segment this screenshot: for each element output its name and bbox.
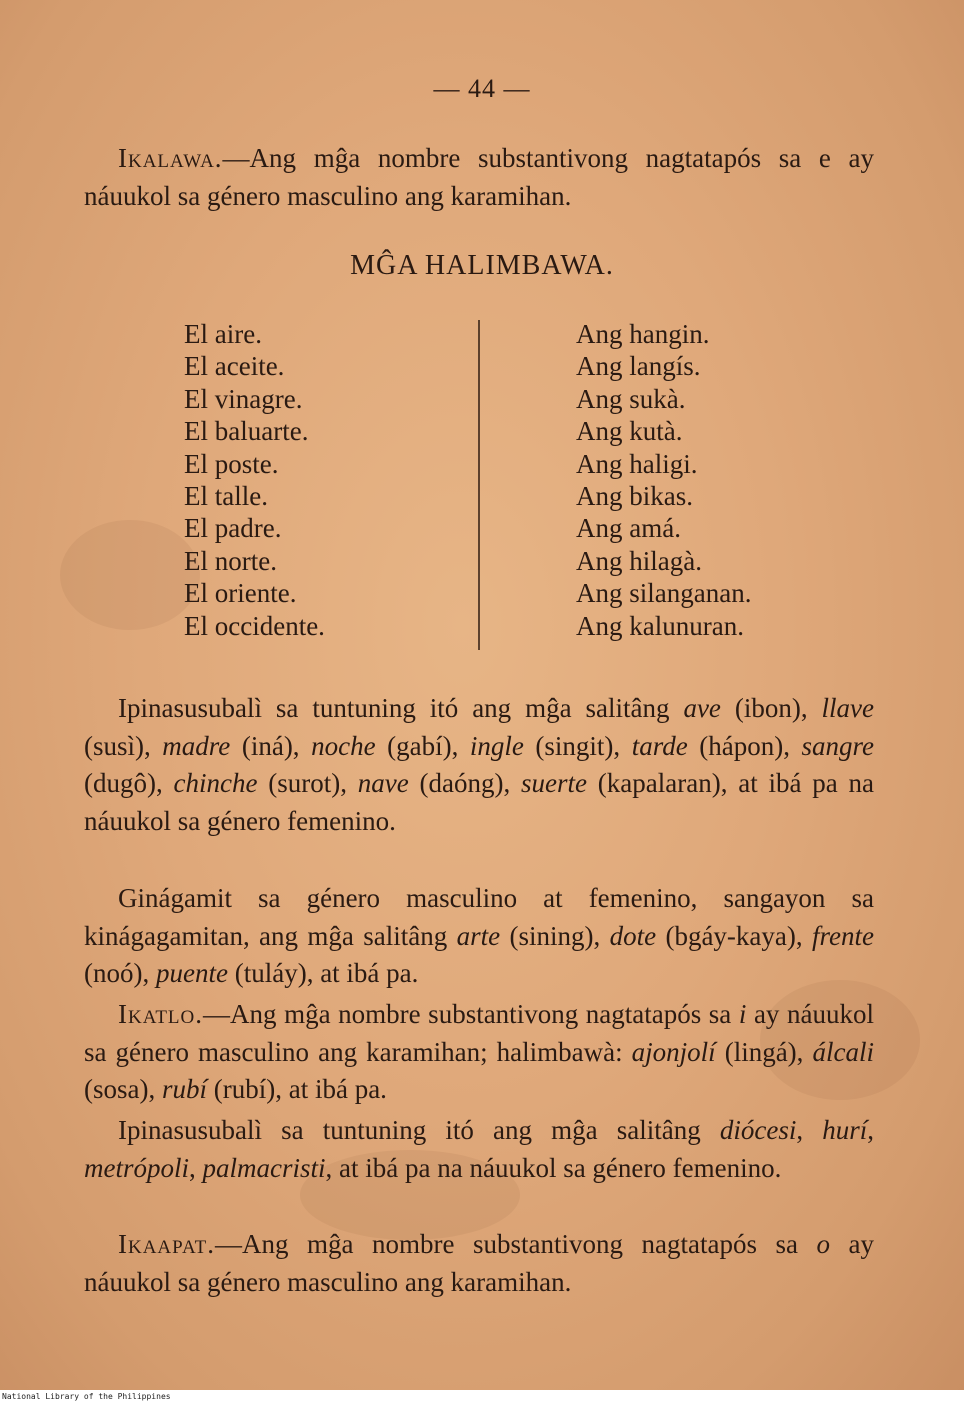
section-label: Ikatlo. xyxy=(118,999,204,1029)
tagalog-example: Ang langís. xyxy=(576,351,701,382)
spanish-word: rubí xyxy=(161,1074,207,1104)
exception-paragraph xyxy=(84,690,874,840)
tagalog-example: Ang haligi. xyxy=(576,448,698,479)
text-run: (sining), xyxy=(500,920,610,951)
text-run: , at ibá pa na náuukol sa género femenino. xyxy=(325,1152,782,1183)
spanish-word: suerte xyxy=(521,768,587,798)
spanish-word: sangre xyxy=(801,730,875,761)
spanish-word: hurí xyxy=(822,1115,868,1145)
common-gender-paragraph xyxy=(84,880,874,993)
tagalog-example: Ang sukà. xyxy=(576,383,686,414)
spanish-example: El baluarte. xyxy=(184,416,309,447)
spanish-example: El aceite. xyxy=(184,351,285,382)
examples-heading: MĜA HALIMBAWA. xyxy=(350,250,614,281)
spanish-word: palmacristi xyxy=(202,1152,326,1183)
text-run: , xyxy=(796,1115,823,1145)
text-run: (surot), xyxy=(257,768,358,798)
spanish-word: i xyxy=(738,999,747,1029)
spanish-word: puente xyxy=(155,958,228,988)
tagalog-example: Ang hangin. xyxy=(576,319,710,349)
spanish-word: dote xyxy=(609,920,657,951)
spanish-example: El padre. xyxy=(184,513,282,544)
spanish-word: álcali xyxy=(812,1036,874,1067)
spanish-example: El occidente. xyxy=(184,610,325,641)
text-run: Ginágamit sa género masculino at femenino, sangayon sa kinágagamitan, ang mĝa salitâng xyxy=(84,883,874,951)
text-run: Ipinasusubalì sa tuntuning itó ang mĝa salitâng xyxy=(118,1115,720,1145)
text-run: —Ang mĝa nombre substantivong nagtatapós sa xyxy=(203,999,739,1029)
spanish-example: El vinagre. xyxy=(184,383,303,414)
text-run: (sosa), xyxy=(84,1074,162,1104)
spanish-word: madre xyxy=(162,730,231,761)
intro-text: —Ang mĝa nombre substantivong nagtatapós sa e ay náuukol sa género masculino ang karamihan. xyxy=(84,143,874,211)
tagalog-example: Ang bikas. xyxy=(576,481,693,512)
tagalog-example: Ang silanganan. xyxy=(576,578,752,609)
exception2-paragraph xyxy=(84,1112,874,1187)
paper-stain xyxy=(60,520,200,630)
text-run: (singit), xyxy=(523,730,632,761)
spanish-word: ingle xyxy=(469,730,524,761)
text-run: , xyxy=(189,1152,203,1183)
page-number: — 44 — xyxy=(433,74,531,103)
spanish-word: o xyxy=(816,1229,830,1259)
spanish-example: El talle. xyxy=(184,481,268,512)
spanish-example: El aire. xyxy=(184,319,262,349)
text-run: (lingá), xyxy=(715,1036,813,1067)
intro-paragraph xyxy=(84,140,874,215)
text-run: ay náuukol sa género masculino ang karamihan; halimbawà: xyxy=(84,999,874,1067)
text-run: (ibon), xyxy=(720,693,822,723)
text-run: (gabí), xyxy=(375,730,470,761)
tagalog-example: Ang hilagà. xyxy=(576,545,702,576)
section-label: Ikalawa. xyxy=(118,143,223,173)
text-run: (susì), xyxy=(84,730,163,761)
text-run: (hápon), xyxy=(687,730,802,761)
spanish-word: llave xyxy=(821,693,875,723)
scan-credit: National Library of the Philippines xyxy=(2,1392,171,1401)
text-run: Ipinasusubalì sa tuntuning itó ang mĝa salitâng xyxy=(118,693,684,723)
text-run: (daóng), xyxy=(408,768,522,798)
spanish-word: frente xyxy=(812,920,874,951)
spanish-word: nave xyxy=(357,768,409,798)
spanish-word: arte xyxy=(456,920,501,951)
text-run: (noó), xyxy=(84,958,156,988)
text-run: (bgáy-kaya), xyxy=(656,920,813,951)
ikatlo-paragraph xyxy=(84,996,874,1109)
spanish-word: noche xyxy=(311,730,376,761)
spanish-example: El poste. xyxy=(184,448,279,479)
text-run: (iná), xyxy=(230,730,312,761)
spanish-word: ajonjolí xyxy=(631,1036,716,1067)
text-run: (rubí), at ibá pa. xyxy=(207,1074,387,1104)
spanish-word: metrópoli xyxy=(84,1152,189,1183)
text-run: —Ang mĝa nombre substantivong nagtatapós sa xyxy=(214,1229,817,1259)
spanish-word: chinche xyxy=(173,768,258,798)
spanish-word: tarde xyxy=(631,730,688,761)
tagalog-example: Ang kutà. xyxy=(576,416,683,447)
tagalog-example: Ang kalunuran. xyxy=(576,610,744,641)
spanish-examples-column xyxy=(184,318,325,642)
text-run: (kapalaran), at ibá pa na náuukol sa género femenino. xyxy=(84,768,874,836)
spanish-word: ave xyxy=(683,693,721,723)
text-run: ay náuukol sa género masculino ang karamihan. xyxy=(84,1229,875,1297)
tagalog-example: Ang amá. xyxy=(576,513,681,544)
text-run: (tuláy), at ibá pa. xyxy=(227,958,419,988)
text-run: , xyxy=(867,1115,874,1145)
spanish-example: El oriente. xyxy=(184,578,297,609)
section-label: Ikaapat. xyxy=(118,1229,215,1259)
tagalog-examples-column xyxy=(576,318,751,642)
text-run: (dugô), xyxy=(84,768,174,798)
spanish-example: El norte. xyxy=(184,545,277,576)
ikaapat-paragraph xyxy=(84,1226,874,1301)
column-divider xyxy=(478,320,480,650)
spanish-word: diócesi xyxy=(719,1115,797,1145)
